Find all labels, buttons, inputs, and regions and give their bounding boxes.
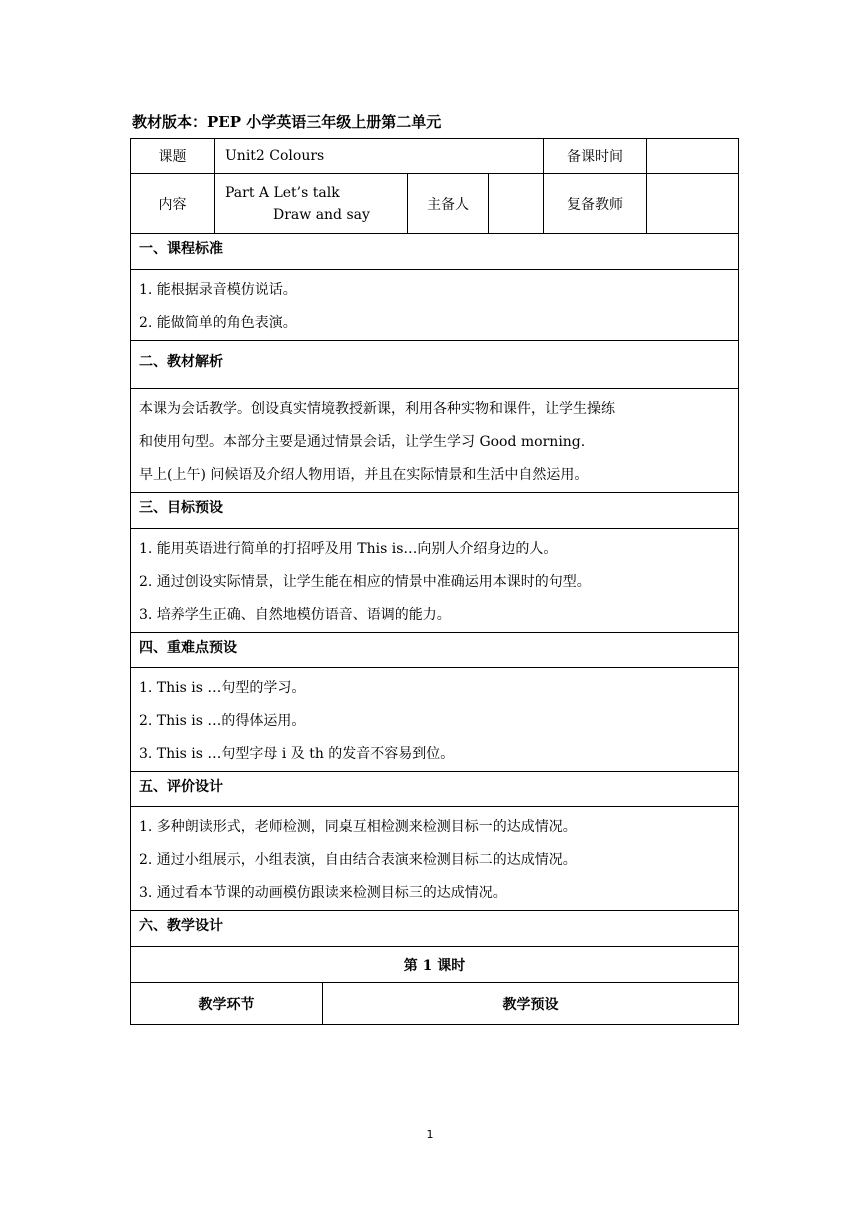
section-header-row <box>131 911 739 947</box>
topic-row <box>131 139 739 174</box>
section-line: 3. This is …句型字母 i 及 th 的发音不容易到位。 <box>139 746 455 762</box>
section-header-row <box>131 234 739 270</box>
content-row <box>131 174 739 234</box>
prep-time-label: 备课时间 <box>544 139 647 174</box>
section-title-evaluation: 五、评价设计 <box>131 772 739 807</box>
section-body-standards <box>131 270 739 341</box>
lesson-period-row <box>131 947 739 983</box>
review-teacher-value[interactable] <box>647 174 739 234</box>
section-body-analysis <box>131 389 739 493</box>
section-body-key-points <box>131 668 739 772</box>
section-title-analysis: 二、教材解析 <box>131 341 739 389</box>
section-line: 2. 能做简单的角色表演。 <box>139 315 297 331</box>
section-header-row <box>131 341 739 389</box>
main-preparer-label: 主备人 <box>408 174 489 234</box>
section-body-row <box>131 529 739 633</box>
section-line: 3. 通过看本节课的动画模仿跟读来检测目标三的达成情况。 <box>139 885 507 901</box>
section-title-design: 六、教学设计 <box>131 911 739 947</box>
section-header-row <box>131 493 739 529</box>
page-heading: 教材版本：PEP 小学英语三年级上册第二单元 <box>132 113 442 131</box>
section-line: 和使用句型。本部分主要是通过情景会话，让学生学习 Good morning. <box>139 434 586 450</box>
main-preparer-value[interactable] <box>489 174 544 234</box>
section-body-row <box>131 389 739 493</box>
section-title-standards: 一、课程标准 <box>131 234 739 270</box>
section-header-row <box>131 772 739 807</box>
content-value <box>215 174 408 234</box>
content-line-2: Draw and say <box>273 206 370 223</box>
design-header-row <box>131 983 739 1025</box>
section-line: 1. This is …句型的学习。 <box>139 680 306 696</box>
column-header-design: 教学预设 <box>323 983 739 1025</box>
section-line: 1. 能根据录音模仿说话。 <box>139 282 297 298</box>
section-line: 本课为会话教学。创设真实情境教授新课，利用各种实物和课件，让学生操练 <box>139 401 615 417</box>
section-body-row <box>131 807 739 911</box>
section-line: 2. 通过创设实际情景，让学生能在相应的情景中准确运用本课时的句型。 <box>139 574 591 590</box>
topic-label: 课题 <box>131 139 215 174</box>
prep-time-value[interactable] <box>647 139 739 174</box>
section-title-key-points: 四、重难点预设 <box>131 633 739 668</box>
review-teacher-label: 复备教师 <box>544 174 647 234</box>
section-line: 3. 培养学生正确、自然地模仿语音、语调的能力。 <box>139 607 451 623</box>
section-line: 1. 多种朗读形式，老师检测，同桌互相检测来检测目标一的达成情况。 <box>139 819 577 835</box>
section-title-objectives: 三、目标预设 <box>131 493 739 529</box>
section-body-row <box>131 668 739 772</box>
content-line-1: Part A Let’s talk <box>225 184 340 201</box>
topic-value: Unit2 Colours <box>215 139 544 174</box>
section-body-objectives <box>131 529 739 633</box>
section-header-row <box>131 633 739 668</box>
lesson-plan-table <box>130 138 739 1025</box>
section-line: 早上(上午) 问候语及介绍人物用语，并且在实际情景和生活中自然运用。 <box>139 467 589 483</box>
section-line: 2. 通过小组展示，小组表演，自由结合表演来检测目标二的达成情况。 <box>139 852 577 868</box>
section-line: 1. 能用英语进行简单的打招呼及用 This is…向别人介绍身边的人。 <box>139 541 558 557</box>
page-number: 1 <box>426 1128 434 1141</box>
section-body-evaluation <box>131 807 739 911</box>
section-body-row <box>131 270 739 341</box>
content-label: 内容 <box>131 174 215 234</box>
column-header-step: 教学环节 <box>131 983 323 1025</box>
lesson-period: 第 1 课时 <box>131 947 739 983</box>
section-line: 2. This is …的得体运用。 <box>139 713 306 729</box>
